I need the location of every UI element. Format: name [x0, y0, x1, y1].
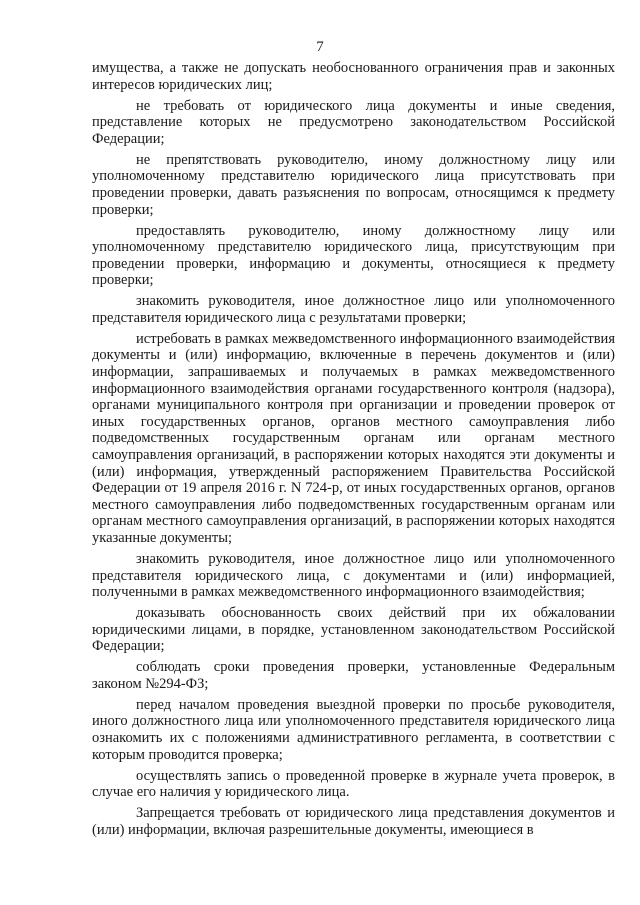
paragraph-6: истребовать в рамках межведомственного информационного взаимодействия документы и (или) информацию, включенные в перечень документов и (или) информации, запрашиваемых и получаемых в рамках межведомственного информационного взаимодействия органами государственного контроля (надзора), органами муниципального контроля при организации и проведении проверок от иных государственных органов, органов местного самоуправления либо подведомственных государственным органам или органам местного самоуправления организаций, в распоряжении которых находятся эти документы и (или) информация, утвержденный распоряжением Правительства Российской Федерации от 19 апреля 2016 г. N 724-р, от иных государственных органов, органов местного самоуправления либо подведомственных государственным органам или органам местного самоуправления организаций, в распоряжении которых находятся указанные документы;	[92, 330, 615, 546]
paragraph-4: предоставлять руководителю, иному должностному лицу или уполномоченному представителю юридического лица, присутствующим при проведении проверки, информацию и документы, относящиеся к предмету проверки;	[92, 222, 615, 289]
paragraph-11: осуществлять запись о проведенной проверке в журнале учета проверок, в случае его наличия у юридического лица.	[92, 767, 615, 801]
paragraph-1: имущества, а также не допускать необоснованного ограничения прав и законных интересов юридических лиц;	[92, 60, 615, 93]
paragraph-3: не препятствовать руководителю, иному должностному лицу или уполномоченному представителю юридического лица присутствовать при проведении проверки, давать разъяснения по вопросам, относящимся к предмету проверки;	[92, 151, 615, 218]
paragraph-12: Запрещается требовать от юридического лица представления документов и (или) информации, включая разрешительные документы, имеющиеся в	[92, 805, 615, 838]
paragraph-9: соблюдать сроки проведения проверки, установленные Федеральным законом №294-ФЗ;	[92, 659, 615, 692]
paragraph-10: перед началом проведения выездной проверки по просьбе руководителя, иного должностного лица или уполномоченного представителя юридического лица ознакомить их с положениями административного регламента, в соответствии с которым проводится проверка;	[92, 696, 615, 763]
page-number: 7	[316, 39, 324, 55]
paragraph-5: знакомить руководителя, иное должностное лицо или уполномоченного представителя юридического лица с результатами проверки;	[92, 293, 615, 326]
document-body	[92, 60, 615, 843]
paragraph-2: не требовать от юридического лица документы и иные сведения, представление которых не предусмотрено законодательством Российской Федерации;	[92, 97, 615, 147]
paragraph-8: доказывать обоснованность своих действий при их обжаловании юридическими лицами, в порядке, установленном законодательством Российской Федерации;	[92, 605, 615, 655]
paragraph-7: знакомить руководителя, иное должностное лицо или уполномоченного представителя юридического лица, с документами и (или) информацией, полученными в рамках межведомственного информационного взаимодействия;	[92, 550, 615, 601]
